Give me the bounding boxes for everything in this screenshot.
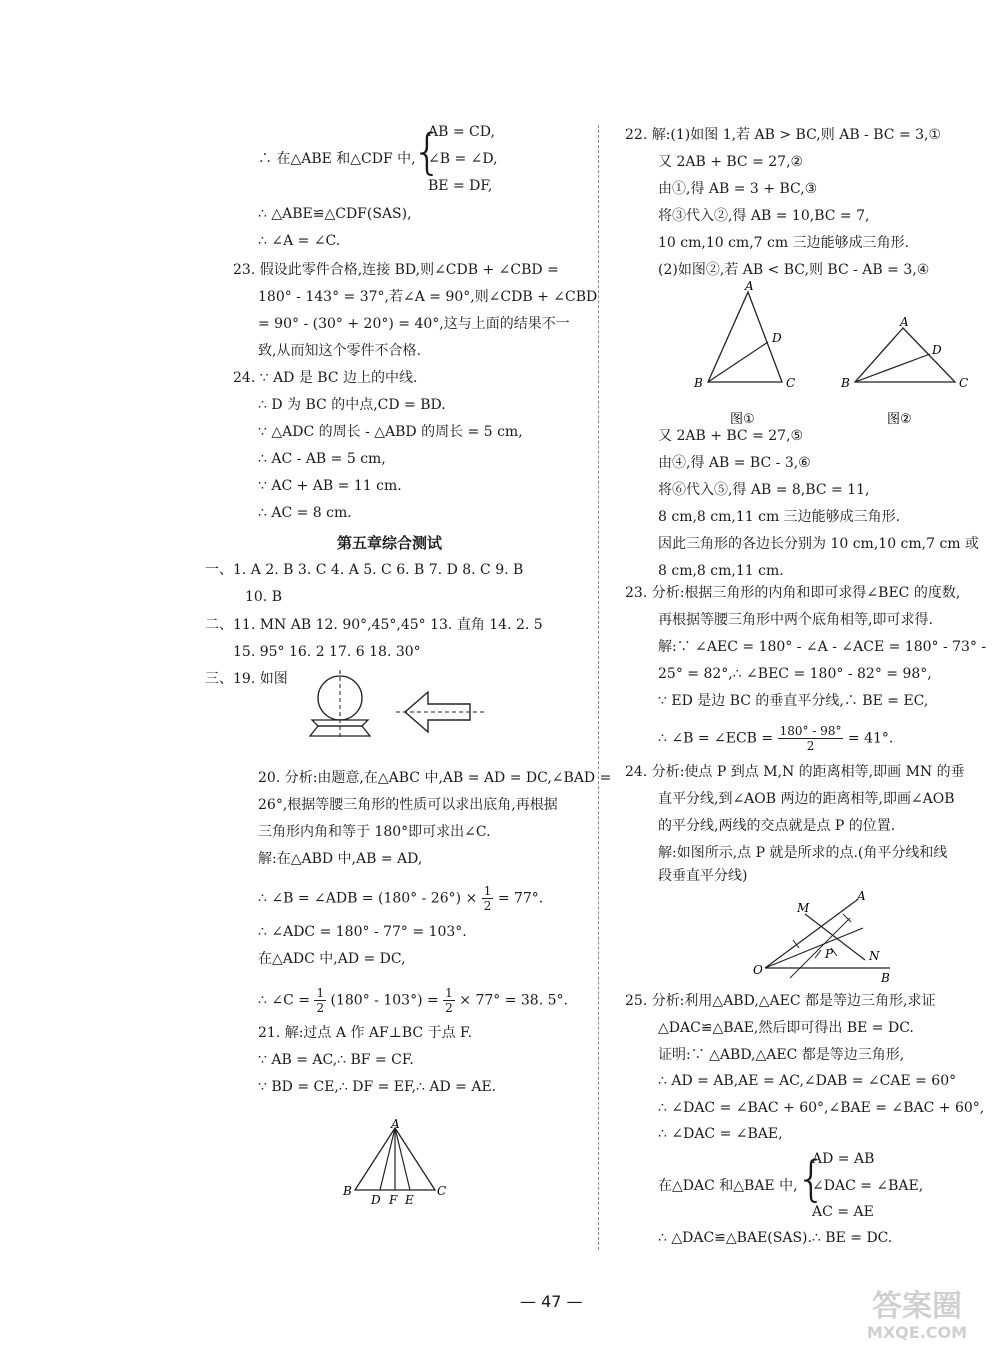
- q22b-line-3: 将⑥代入⑤,得 AB = 8,BC = 11,: [658, 482, 870, 498]
- line-angle-b-d: ∠B = ∠D,: [428, 151, 498, 167]
- q20-line-2: 26°,根据等腰三角形的性质可以求出底角,再根据: [258, 797, 558, 813]
- q23-line-4: 致,从而知这个零件不合格.: [258, 343, 421, 359]
- label-b: B: [343, 1184, 352, 1198]
- q25-line-2: △DAC≌△BAE,然后即可得出 BE = DC.: [658, 1020, 914, 1036]
- label-c: C: [437, 1184, 447, 1198]
- line-triangle-abe: ∴ 在△ABE 和△CDF 中,: [258, 151, 416, 167]
- q21-line-2: ∵ AB = AC,∴ BF = CF.: [258, 1052, 414, 1068]
- q25-system-label: 在△DAC 和△BAE 中,: [658, 1178, 798, 1194]
- q23r-line-4: 25° = 82°,∴ ∠BEC = 180° - 82° = 98°,: [658, 666, 932, 682]
- system-brace: {: [412, 124, 443, 180]
- q23r-line-6: ∴ ∠B = ∠ECB = $\frac{180^\circ - 98^\circ}{2}$ = 41°.: [658, 724, 894, 753]
- q25-system-3: AC = AE: [812, 1204, 874, 1220]
- q22-line-1: 22. 解:(1)如图 1,若 AB > BC,则 AB - BC = 3,①: [625, 127, 942, 143]
- q25-system-2: ∠DAC = ∠BAE,: [812, 1178, 924, 1194]
- q23r-line-5: ∵ ED 是边 BC 的垂直平分线,∴ BE = EC,: [658, 693, 929, 709]
- q20-line-8: ∴ ∠C = $\frac{1}{2}$ (180° - 103°) = $\frac{1}{2}$ × 77° = 38. 5°.: [258, 986, 568, 1015]
- q25-line-5: ∴ ∠DAC = ∠BAC + 60°,∠BAE = ∠BAC + 60°,: [658, 1100, 985, 1116]
- q22b-line-1: 又 2AB + BC = 27,⑤: [658, 428, 804, 444]
- svg-text:P: P: [825, 947, 834, 961]
- svg-text:D: D: [932, 343, 942, 357]
- q23-line-1: 23. 假设此零件合格,连接 BD,则∠CDB + ∠CBD =: [233, 262, 559, 278]
- q22-line-2: 又 2AB + BC = 27,②: [658, 154, 804, 170]
- q24-line-2: ∴ D 为 BC 的中点,CD = BD.: [258, 397, 446, 413]
- svg-text:M: M: [797, 901, 810, 915]
- column-divider: [598, 125, 599, 1250]
- chapter-title: 第五章综合测试: [337, 534, 443, 552]
- q23-line-2: 180° - 143° = 37°,若∠A = 90°,则∠CDB + ∠CBD: [258, 289, 598, 305]
- q24-line-5: ∵ AC + AB = 11 cm.: [258, 478, 402, 494]
- svg-text:C: C: [786, 376, 796, 390]
- label-d: D: [371, 1193, 381, 1207]
- q20-line-4: 解:在△ABD 中,AB = AD,: [258, 851, 423, 867]
- q22b-line-4: 8 cm,8 cm,11 cm 三边能够成三角形.: [658, 509, 901, 525]
- q23-line-3: = 90° - (30° + 20°) = 40°,这与上面的结果不一: [258, 316, 570, 332]
- q23r-line-1: 23. 分析:根据三角形的内角和即可求得∠BEC 的度数,: [625, 585, 961, 601]
- q22-line-5: 10 cm,10 cm,7 cm 三边能够成三角形.: [658, 235, 910, 251]
- q24r-line-3: 的平分线,两线的交点就是点 P 的位置.: [658, 818, 896, 834]
- svg-text:B: B: [841, 376, 850, 390]
- q23r-line-2: 再根据等腰三角形中两个底角相等,即可求得.: [658, 612, 933, 628]
- svg-text:O: O: [753, 963, 763, 977]
- svg-text:A: A: [857, 889, 866, 903]
- label-a: A: [391, 1118, 400, 1131]
- section-2-line-2: 15. 95° 16. 2 17. 6 18. 30°: [233, 644, 421, 660]
- caption-figure-2: 图②: [887, 412, 912, 427]
- q24-line-3: ∵ △ADC 的周长 - △ABD 的周长 = 5 cm,: [258, 424, 523, 440]
- q25-line-3: 证明:∵ △ABD,△AEC 都是等边三角形,: [658, 1047, 905, 1063]
- q24r-line-5: 段垂直平分线): [658, 868, 748, 884]
- q23r-line-3: 解:∵ ∠AEC = 180° - ∠A - ∠ACE = 180° - 73° -: [658, 639, 987, 655]
- line-be-df: BE = DF,: [428, 178, 493, 194]
- q20-line-5: ∴ ∠B = ∠ADB = (180° - 26°) × $\frac{1}{2}$ = 77°.: [258, 884, 544, 913]
- svg-text:N: N: [869, 949, 880, 963]
- q22b-line-2: 由④,得 AB = BC - 3,⑥: [658, 455, 811, 471]
- q25-system-1: AD = AB: [812, 1151, 875, 1167]
- svg-text:A: A: [900, 315, 909, 329]
- system-brace-2: {: [796, 1151, 827, 1207]
- line-ab-cd: AB = CD,: [428, 124, 495, 140]
- fraction-half: $\frac{1}{2}$: [483, 884, 492, 913]
- q22-line-3: 由①,得 AB = 3 + BC,③: [658, 181, 818, 197]
- svg-text:C: C: [959, 376, 969, 390]
- q20-line-1: 20. 分析:由题意,在△ABC 中,AB = AD = DC,∠BAD =: [258, 770, 612, 786]
- q24-line-1: 24. ∵ AD 是 BC 边上的中线.: [233, 370, 418, 386]
- line-angle-a-c: ∴ ∠A = ∠C.: [258, 233, 341, 249]
- section-1-line-2: 10. B: [245, 589, 283, 605]
- q22b-line-6: 8 cm,8 cm,11 cm.: [658, 563, 784, 579]
- caption-figure-1: 图①: [730, 412, 755, 427]
- q25-line-6: ∴ ∠DAC = ∠BAE,: [658, 1126, 783, 1142]
- figure-22: [690, 280, 980, 430]
- q20-line-3: 三角形内角和等于 180°即可求出∠C.: [258, 824, 491, 840]
- figure-21: [335, 1118, 455, 1210]
- q24r-line-4: 解:如图所示,点 P 就是所求的点.(角平分线和线: [658, 845, 948, 861]
- q20-line-6: ∴ ∠ADC = 180° - 77° = 103°.: [258, 924, 467, 940]
- line-congruent: ∴ △ABE≌△CDF(SAS),: [258, 206, 412, 222]
- q20-line-7: 在△ADC 中,AD = DC,: [258, 951, 406, 967]
- svg-text:D: D: [772, 331, 782, 345]
- q21-line-1: 21. 解:过点 A 作 AF⊥BC 于点 F.: [258, 1025, 473, 1041]
- q22-line-4: 将③代入②,得 AB = 10,BC = 7,: [658, 208, 870, 224]
- q24-line-4: ∴ AC - AB = 5 cm,: [258, 451, 386, 467]
- label-e: E: [405, 1193, 414, 1207]
- q22-line-6: (2)如图②,若 AB < BC,则 BC - AB = 3,④: [658, 262, 930, 278]
- q25-conclusion: ∴ △DAC≌△BAE(SAS).∴ BE = DC.: [658, 1230, 893, 1246]
- svg-text:B: B: [694, 376, 703, 390]
- section-1-line-1: 一、1. A 2. B 3. C 4. A 5. C 6. B 7. D 8. C 9. B: [205, 562, 524, 578]
- svg-text:B: B: [881, 971, 890, 985]
- q24-line-6: ∴ AC = 8 cm.: [258, 505, 352, 521]
- q24r-line-1: 24. 分析:使点 P 到点 M,N 的距离相等,即画 MN 的垂: [625, 764, 965, 780]
- q25-line-1: 25. 分析:利用△ABD,△AEC 都是等边三角形,求证: [625, 993, 936, 1009]
- section-2-line-1: 二、11. MN AB 12. 90°,45°,45° 13. 直角 14. 2. 5: [205, 617, 543, 633]
- q22b-line-5: 因此三角形的各边长分别为 10 cm,10 cm,7 cm 或: [658, 536, 980, 552]
- watermark-logo: 答案圈 MXQE.COM: [866, 1289, 968, 1342]
- section-3-line: 三、19. 如图: [205, 671, 288, 687]
- fraction-q23: $\frac{180^\circ - 98^\circ}{2}$: [779, 724, 842, 753]
- q24r-line-2: 直平分线,到∠AOB 两边的距离相等,即画∠AOB: [658, 791, 955, 807]
- figure-19: [300, 668, 500, 743]
- label-f: F: [389, 1193, 398, 1207]
- q25-line-4: ∴ AD = AB,AE = AC,∠DAB = ∠CAE = 60°: [658, 1073, 957, 1089]
- figure-24: [745, 888, 905, 988]
- q21-line-3: ∵ BD = CE,∴ DF = EF,∴ AD = AE.: [258, 1079, 497, 1095]
- svg-text:A: A: [745, 280, 754, 293]
- page-number: — 47 —: [520, 1292, 583, 1311]
